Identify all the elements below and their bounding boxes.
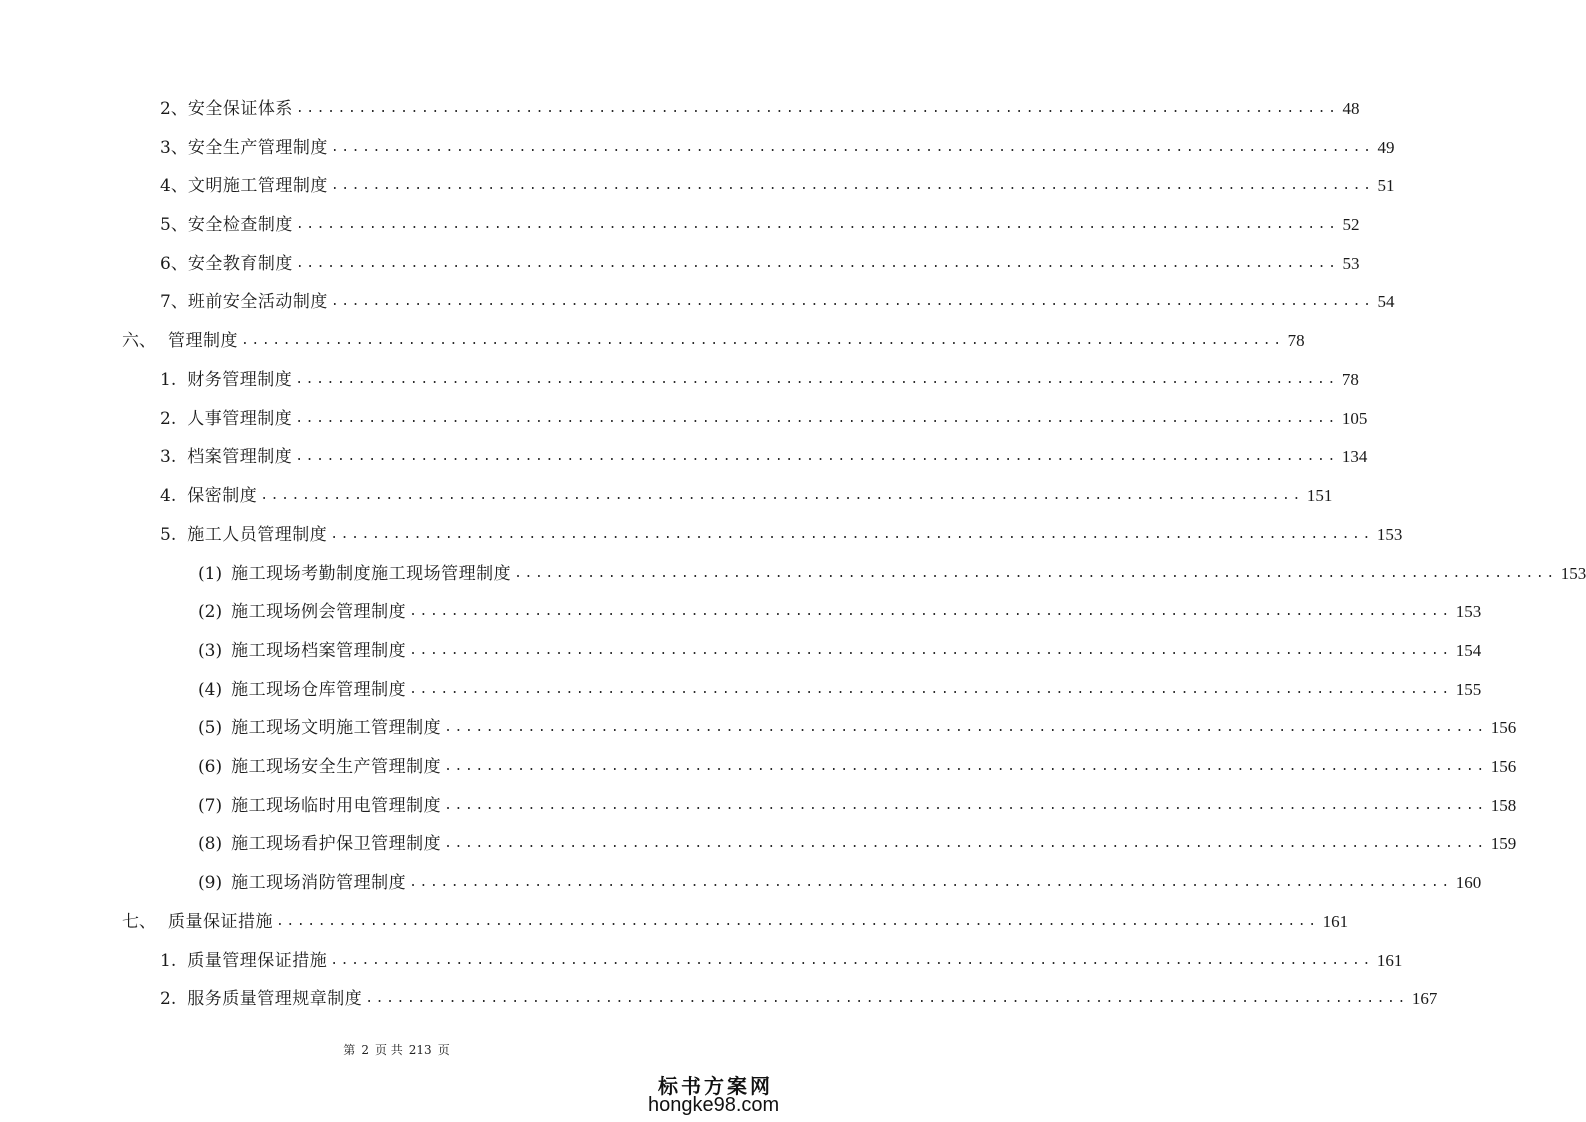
entry-title: 安全检查制度	[187, 215, 293, 235]
toc-entry[interactable]	[160, 97, 1360, 121]
entry-title: 文明施工管理制度	[187, 176, 328, 196]
footer-prefix: 第	[343, 1043, 356, 1057]
entry-title: 档案管理制度	[187, 447, 293, 467]
dot-leader: ....................................................................................................	[330, 140, 1374, 155]
entry-title: 安全生产管理制度	[187, 138, 328, 158]
watermark-logo-text: 标书方案网	[658, 1074, 773, 1098]
dot-leader: ....................................................................................................	[365, 991, 1408, 1006]
dot-leader: ....................................................................................................	[241, 333, 1284, 348]
dot-leader: ....................................................................................................	[295, 101, 1339, 116]
dot-leader: ....................................................................................................	[295, 217, 1339, 232]
entry-number: 七、	[122, 912, 156, 932]
entry-page-number: 158	[1490, 796, 1517, 815]
entry-number: (5)	[198, 718, 223, 738]
toc-entry[interactable]	[160, 407, 1368, 431]
dot-leader: ....................................................................................................	[330, 527, 1373, 542]
entry-number: 5.	[160, 525, 177, 545]
entry-page-number: 159	[1490, 834, 1517, 853]
watermark-url: hongke98.com	[648, 1094, 780, 1116]
toc-entry[interactable]	[160, 213, 1360, 237]
entry-number: 5、	[160, 215, 188, 235]
entry-page-number: 156	[1490, 718, 1517, 737]
entry-title: 施工现场临时用电管理制度	[231, 796, 442, 816]
dot-leader: ....................................................................................................	[444, 759, 1487, 774]
dot-leader: ....................................................................................................	[409, 682, 1452, 697]
entry-page-number: 151	[1306, 486, 1333, 505]
entry-number: (6)	[198, 757, 223, 777]
dot-leader: ....................................................................................................	[444, 836, 1487, 851]
entry-title: 安全教育制度	[187, 254, 293, 274]
entry-title: 服务质量管理规章制度	[187, 989, 363, 1009]
dot-leader: ....................................................................................................	[409, 643, 1452, 658]
entry-number: 4、	[160, 176, 188, 196]
entry-title: 保密制度	[187, 486, 258, 506]
entry-title: 施工现场文明施工管理制度	[231, 718, 442, 738]
entry-number: 1.	[160, 951, 177, 971]
toc-subentry[interactable]	[198, 755, 1517, 779]
entry-number: 1.	[160, 370, 177, 390]
toc-subentry[interactable]	[198, 832, 1517, 856]
entry-title: 管理制度	[168, 331, 238, 351]
entry-title: 质量管理保证措施	[187, 951, 328, 971]
dot-leader: ....................................................................................................	[295, 372, 1338, 387]
entry-page-number: 49	[1377, 138, 1395, 157]
entry-number: 六、	[122, 331, 156, 351]
entry-number: 2、	[160, 99, 188, 119]
dot-leader: ....................................................................................................	[295, 449, 1338, 464]
entry-page-number: 78	[1341, 370, 1359, 389]
entry-page-number: 160	[1455, 873, 1482, 892]
entry-title: 人事管理制度	[187, 409, 293, 429]
entry-page-number: 161	[1322, 912, 1349, 931]
entry-page-number: 155	[1455, 680, 1482, 699]
entry-page-number: 156	[1490, 757, 1517, 776]
entry-page-number: 52	[1342, 215, 1360, 234]
dot-leader: ....................................................................................................	[276, 914, 1319, 929]
entry-title: 安全保证体系	[187, 99, 293, 119]
footer-current-page: 2	[361, 1043, 369, 1057]
entry-number: 3、	[160, 138, 188, 158]
footer-total-pages: 213	[408, 1043, 432, 1057]
entry-title: 施工现场例会管理制度	[231, 602, 407, 622]
toc-entry[interactable]	[160, 987, 1438, 1011]
toc-subentry[interactable]	[198, 871, 1482, 895]
entry-number: (8)	[198, 834, 223, 854]
entry-number: 2.	[160, 409, 177, 429]
entry-number: (9)	[198, 873, 223, 893]
toc-entry[interactable]	[160, 949, 1403, 973]
entry-number: 3.	[160, 447, 177, 467]
entry-number: (4)	[198, 680, 223, 700]
entry-page-number: 134	[1341, 447, 1368, 466]
toc-entry[interactable]	[160, 174, 1395, 198]
entry-page-number: 48	[1342, 99, 1360, 118]
entry-number: (2)	[198, 602, 223, 622]
dot-leader: ....................................................................................................	[330, 953, 1373, 968]
entry-number: 7、	[160, 292, 188, 312]
dot-leader: ....................................................................................................	[444, 798, 1487, 813]
toc-entry[interactable]	[160, 368, 1359, 392]
entry-page-number: 54	[1377, 292, 1395, 311]
entry-page-number: 153	[1560, 564, 1586, 583]
footer-suffix: 页	[437, 1043, 450, 1057]
entry-number: 4.	[160, 486, 177, 506]
toc-section-entry[interactable]	[122, 329, 1305, 353]
entry-page-number: 53	[1342, 254, 1360, 273]
entry-page-number: 154	[1455, 641, 1482, 660]
entry-title: 施工现场考勤制度施工现场管理制度	[231, 564, 512, 584]
entry-page-number: 105	[1341, 409, 1368, 428]
dot-leader: ....................................................................................................	[409, 604, 1452, 619]
entry-title: 班前安全活动制度	[187, 292, 328, 312]
entry-title: 施工现场消防管理制度	[231, 873, 407, 893]
dot-leader: ....................................................................................................	[409, 875, 1452, 890]
dot-leader: ....................................................................................................	[295, 411, 1338, 426]
dot-leader: ....................................................................................................	[295, 256, 1339, 271]
entry-page-number: 51	[1377, 176, 1395, 195]
entry-number: (7)	[198, 796, 223, 816]
dot-leader: ....................................................................................................	[514, 566, 1557, 581]
footer-mid: 页 共	[374, 1043, 403, 1057]
toc-entry[interactable]	[160, 290, 1395, 314]
entry-title: 施工现场看护保卫管理制度	[231, 834, 442, 854]
toc-entry[interactable]	[160, 445, 1368, 469]
entry-title: 施工现场档案管理制度	[231, 641, 407, 661]
toc-subentry[interactable]	[198, 678, 1482, 702]
dot-leader: ....................................................................................................	[444, 720, 1487, 735]
entry-title: 质量保证措施	[168, 912, 273, 932]
entry-title: 财务管理制度	[187, 370, 293, 390]
toc-section-entry[interactable]	[122, 910, 1349, 934]
toc-subentry[interactable]	[198, 716, 1517, 740]
entry-page-number: 153	[1376, 525, 1403, 544]
entry-title: 施工现场安全生产管理制度	[231, 757, 442, 777]
dot-leader: ....................................................................................................	[330, 294, 1374, 309]
entry-page-number: 161	[1376, 951, 1403, 970]
toc-entry[interactable]	[160, 484, 1333, 508]
toc-subentry[interactable]	[198, 639, 1482, 663]
entry-number: 2.	[160, 989, 177, 1009]
dot-leader: ....................................................................................................	[260, 488, 1303, 503]
entry-number: (1)	[198, 564, 223, 584]
toc-entry[interactable]	[160, 523, 1403, 547]
entry-page-number: 78	[1287, 331, 1305, 350]
dot-leader: ....................................................................................................	[330, 178, 1374, 193]
entry-title: 施工现场仓库管理制度	[231, 680, 407, 700]
entry-number: (3)	[198, 641, 223, 661]
toc-subentry[interactable]	[198, 562, 1586, 586]
toc-subentry[interactable]	[198, 794, 1517, 818]
entry-number: 6、	[160, 254, 188, 274]
entry-page-number: 167	[1411, 989, 1438, 1008]
entry-title: 施工人员管理制度	[187, 525, 328, 545]
toc-entry[interactable]	[160, 252, 1360, 276]
page-footer	[0, 1041, 793, 1058]
entry-page-number: 153	[1455, 602, 1482, 621]
toc-subentry[interactable]	[198, 600, 1482, 624]
toc-entry[interactable]	[160, 136, 1395, 160]
